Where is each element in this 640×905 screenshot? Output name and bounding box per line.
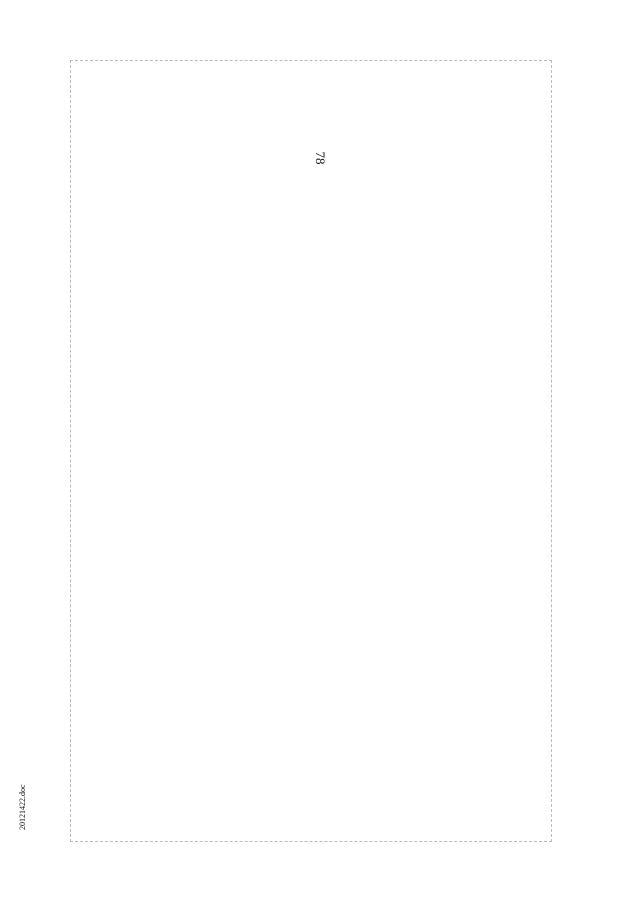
file-stamp: 20121422.doc (18, 784, 27, 830)
body-text-area (70, 60, 552, 842)
page-number: 78 (313, 151, 328, 165)
